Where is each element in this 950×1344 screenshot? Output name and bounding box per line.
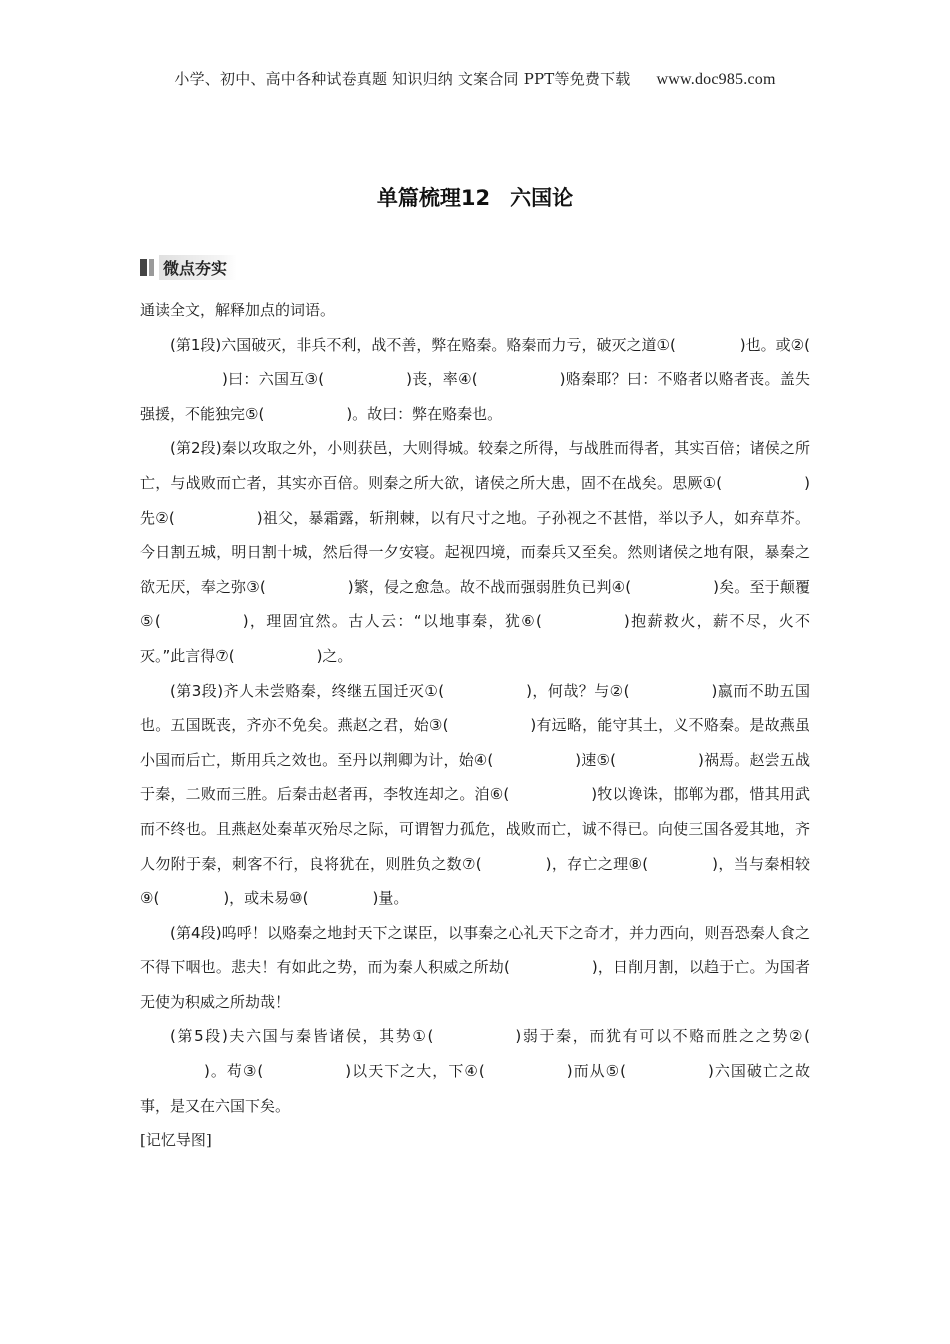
title-main: 单篇梳理12	[376, 186, 491, 210]
text-segment: )量。	[372, 889, 409, 908]
text-segment: (第5段)夫六国与秦皆诸侯，其势①(	[170, 1027, 434, 1046]
text-segment: )祸焉。赵尝五战于秦，二败而三胜。后秦击赵者再，李牧连却之。洎⑥(	[140, 750, 810, 804]
text-segment: )而从⑤(	[566, 1062, 626, 1081]
text-segment: (第1段)六国破灭，非兵不利，战不善，弊在赂秦。赂秦而力亏，破灭之道①(	[170, 335, 676, 354]
text-segment: )，何哉？与②(	[526, 681, 630, 700]
text-segment: (第4段)呜呼！以赂秦之地封天下之谋臣，以事秦之心礼天下之奇才，并力西向，则吾恐秦人食之不得下咽也。悲夫！有如此之势，而为秦人积威之所劫(	[140, 923, 810, 977]
exercise-body	[140, 293, 810, 1158]
text-segment: )。故曰：弊在赂秦也。	[346, 404, 503, 423]
text-segment: )赂秦耶？曰：不赂者以赂者丧。盖失强援，不能独完⑤(	[140, 370, 810, 423]
paragraph-1	[140, 328, 810, 432]
text-segment: )有远略，能守其土，义不赂秦。是故燕虽小国而后亡，斯用兵之效也。至丹以荆卿为计，始④(	[140, 716, 810, 769]
text-segment: )速⑤(	[575, 750, 616, 769]
text-segment: (第2段)秦以攻取之外，小则获邑，大则得城。较秦之所得，与战胜而得者，其实百倍；诸侯之所亡，与战败而亡者，其实亦百倍。则秦之所大欲，诸侯之所大患，固不在战矣。思厥①(	[140, 439, 810, 492]
text-segment: )以天下之大，下④(	[345, 1062, 485, 1081]
paragraph-2	[140, 431, 810, 673]
text-segment: )先②(	[140, 473, 810, 527]
text-segment: )矣。至于颠覆⑤(	[140, 577, 810, 631]
paragraph-5	[140, 1019, 810, 1123]
text-segment: )抱薪救火，薪不尽，火不灭。”此言得⑦(	[140, 612, 810, 665]
paragraph-4	[140, 916, 810, 1020]
banner-text: 小学、初中、高中各种试卷真题 知识归纳 文案合同 PPT等免费下载	[174, 70, 631, 88]
text-segment: )，当与秦相较⑨(	[140, 854, 810, 908]
text-segment: )，或未易⑩(	[223, 889, 309, 908]
text-segment: )六国破亡之故事，是又在六国下矣。	[140, 1062, 811, 1115]
instruction-text: 通读全文，解释加点的词语。	[140, 301, 336, 319]
text-segment: )弱于秦，而犹有可以不赂而胜之之势②(	[515, 1027, 810, 1046]
paragraph-3	[140, 674, 810, 916]
text-segment: )之。	[316, 646, 353, 665]
text-segment: )也。或②(	[739, 335, 810, 354]
header-banner	[0, 68, 950, 89]
text-segment: )丧，率④(	[406, 370, 478, 389]
text-segment: )，日削月割，以趋于亡。为国者无使为积威之所劫哉！	[140, 958, 810, 1011]
title-sub: 六国论	[510, 186, 574, 210]
text-segment: )。苟③(	[204, 1062, 264, 1081]
heading-marker-icon-light	[149, 259, 154, 276]
section-heading-label: 微点夯实	[159, 255, 237, 280]
memory-map-label: [记忆导图]	[140, 1131, 212, 1150]
heading-marker-icon	[140, 259, 147, 276]
section-heading	[140, 255, 237, 279]
text-segment: )，存亡之理⑧(	[545, 854, 649, 873]
page-title	[0, 182, 950, 212]
text-segment: (第3段)齐人未尝赂秦，终继五国迁灭①(	[170, 681, 445, 700]
text-segment: )，理固宜然。古人云：“以地事秦，犹⑥(	[242, 612, 542, 631]
text-segment: )牧以谗诛，邯郸为郡，惜其用武而不终也。且燕赵处秦革灭殆尽之际，可谓智力孤危，战败而亡，诚不得已。向使三国各爱其地，齐人勿附于秦，刺客不行，良将犹在，则胜负之数⑦(	[140, 785, 810, 873]
banner-url[interactable]: www.doc985.com	[656, 71, 776, 88]
text-segment: )祖父，暴霜露，斩荆棘，以有尺寸之地。子孙视之不甚惜，举以予人，如弃草芥。今日割五城，明日割十城，然后得一夕安寝。起视四境，而秦兵又至矣。然则诸侯之地有限，暴秦之欲无厌，奉之弥③(	[140, 508, 810, 596]
text-segment: )繁，侵之愈急。故不战而强弱胜负已判④(	[347, 577, 632, 596]
text-segment: )曰：六国互③(	[222, 370, 325, 389]
text-segment: )嬴而不助五国也。五国既丧，齐亦不免矣。燕赵之君，始③(	[140, 681, 810, 735]
